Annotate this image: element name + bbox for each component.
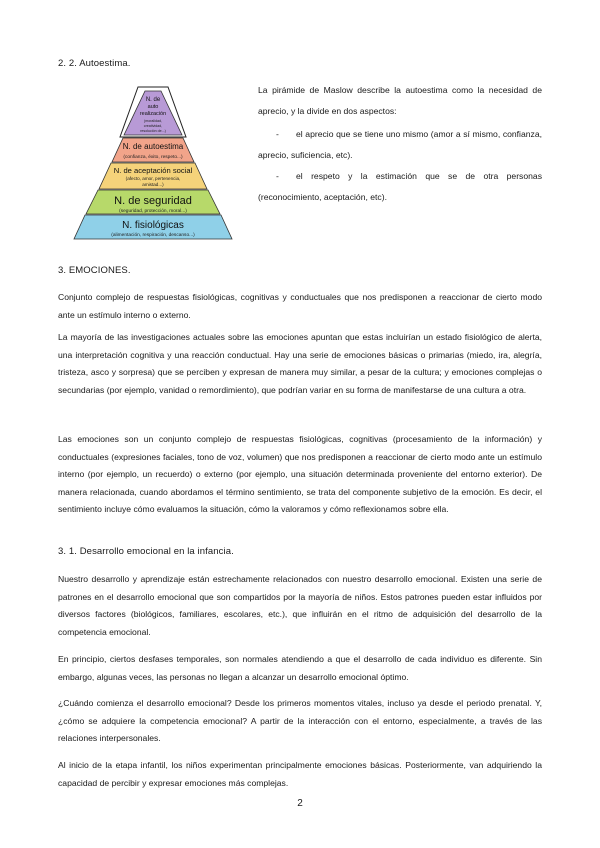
svg-text:creatividad,: creatividad, <box>143 124 163 128</box>
svg-text:(alimentación, respiración, de: (alimentación, respiración, descanso...) <box>111 233 195 238</box>
maslow-pyramid-image <box>58 85 248 245</box>
paragraph: Al inicio de la etapa infantil, los niños experimentan principalmente emociones básicas. Posteriormente, van adquiriendo la capacidad de percibir y expresar emociones más complejas. <box>58 760 542 788</box>
section-3-heading: 3. EMOCIONES. <box>58 265 131 276</box>
paragraph: En principio, ciertos desfases temporales, son normales atendiendo a que el desarrollo de cada individuo es diferente. Sin embargo, algunas veces, las personas no llegan a alcanzar un desarrollo emocional óptimo. <box>58 654 542 682</box>
page-number: 2 <box>297 798 303 809</box>
svg-text:realización: realización <box>139 111 167 117</box>
list-item <box>258 124 542 166</box>
svg-text:(seguridad, protección, moral.: (seguridad, protección, moral...) <box>119 209 187 214</box>
svg-text:N. de autoestima: N. de autoestima <box>122 142 184 151</box>
paragraph: ¿Cuándo comienza el desarrollo emocional? Desde los primeros momentos vitales, incluso ya desde el periodo prenatal. Y, ¿cómo se adquiere la competencia emocional? A partir de la interacción con el entorno, especialmente, a través de las relaciones interpersonales. <box>58 698 542 743</box>
paragraph: Conjunto complejo de respuestas fisiológicas, cognitivas y conductuales que nos predisponen a reaccionar de cierto modo ante un estímulo interno o externo. <box>58 292 542 320</box>
svg-text:auto: auto <box>147 104 159 110</box>
list-item-text: el respeto y la estimación que se de otra personas (reconocimiento, aceptación, etc). <box>258 171 542 202</box>
paragraph: La mayoría de las investigaciones actuales sobre las emociones apuntan que estas incluirían un estado fisiológico de alerta, una interpretación cognitiva y una reacción conductual. Hay una serie de emociones básicas o primarias (miedo, ira, alegría, tristeza, asco y sorpresa) que se perciben y expresan de manera muy similar, a pesar de la cultura; y emociones complejas o secundarias (por ejemplo, vanidad o remordimiento), que podrían variar en su forma de manifestarse de una cultura a otra. <box>58 332 542 395</box>
list-item <box>258 166 542 208</box>
bullet-marker: - <box>276 171 279 181</box>
section-3-1-heading: 3. 1. Desarrollo emocional en la infancia. <box>58 546 234 557</box>
svg-text:amistad...): amistad...) <box>142 182 164 187</box>
svg-text:(afecto, amor, pertenencia,: (afecto, amor, pertenencia, <box>125 176 181 181</box>
paragraph: Las emociones son un conjunto complejo de respuestas fisiológicas, cognitivas (procesamiento de la información) y conductuales (expresiones faciales, tono de voz, volumen) que nos predisponen a reaccionar de cierto modo ante un estímulo interno (por ejemplo, un recuerdo) o externo (por ejemplo, una situación determinada proveniente del entorno exterior). De manera relacionada, cuando abordamos el término sentimiento, se trata del componente subjetivo de la emoción. Es decir, el sentimiento incluye cómo evaluamos la situación, cómo la valoramos y cómo reflexionamos sobre ella. <box>58 434 542 514</box>
maslow-aspects-list <box>258 124 542 208</box>
section-2-2-heading: 2. 2. Autoestima. <box>58 58 131 69</box>
bullet-marker: - <box>276 129 279 139</box>
svg-text:N. fisiológicas: N. fisiológicas <box>122 220 184 231</box>
paragraph: Nuestro desarrollo y aprendizaje están estrechamente relacionados con nuestro desarrollo emocional. Existen una serie de patrones en el desarrollo emocional que son compartidos por la mayoría de niños. Estos patrones pueden estar influidos por diversos factores (biológicos, familiares, escolares, etc.), que influirán en el ritmo de adquisición del desarrollo de la competencia emocional. <box>58 574 542 637</box>
svg-text:N. de seguridad: N. de seguridad <box>114 195 192 207</box>
maslow-intro-text: La pirámide de Maslow describe la autoestima como la necesidad de aprecio, y la divide en dos aspectos: <box>258 85 542 116</box>
svg-text:(confianza, éxito, respeto...): (confianza, éxito, respeto...) <box>123 155 183 160</box>
pyramid-level-1-title: N. de <box>145 97 161 103</box>
svg-text:N. de aceptación social: N. de aceptación social <box>113 166 193 175</box>
svg-text:resolución de...): resolución de...) <box>140 129 166 133</box>
svg-text:(moralidad,: (moralidad, <box>144 119 162 123</box>
list-item-text: el aprecio que se tiene uno mismo (amor a sí mismo, confianza, aprecio, suficiencia, etc). <box>258 129 542 160</box>
